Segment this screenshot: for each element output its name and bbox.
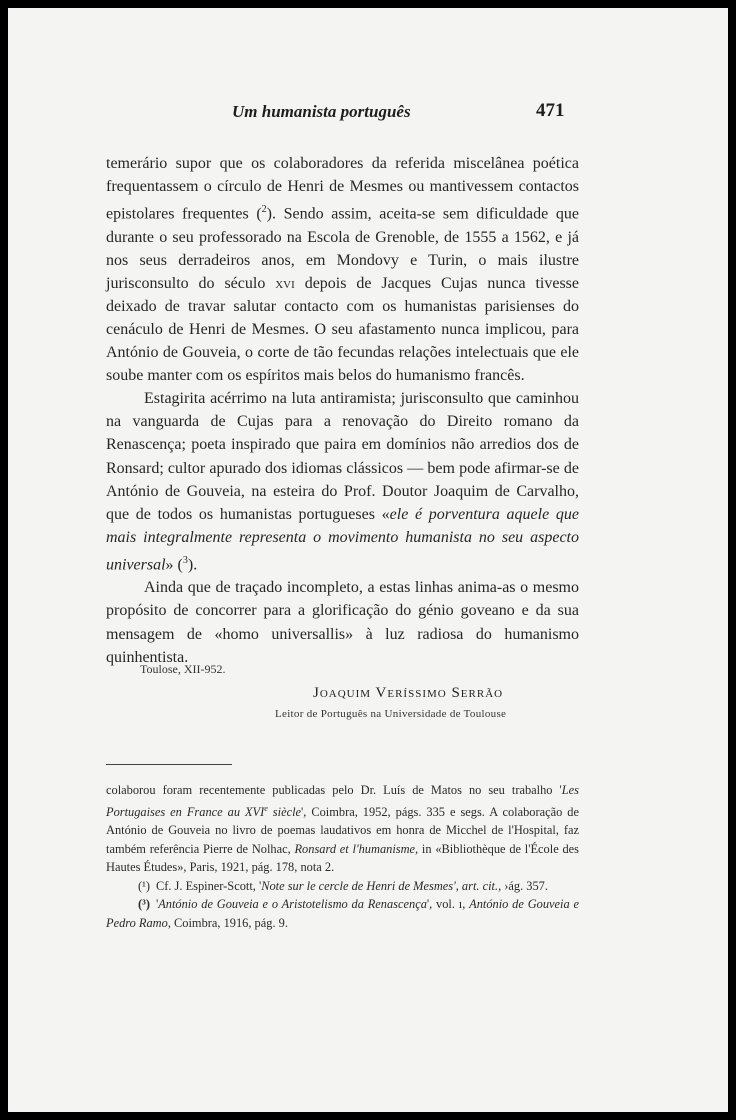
main-text [106, 152, 579, 669]
signature-role: Leitor de Português na Universidade de Toulouse [275, 708, 507, 720]
running-title: Um humanista português [232, 102, 411, 121]
page-header [8, 100, 728, 130]
paragraph-1: temerário supor que os colaboradores da referida miscelânea poética frequentassem o círculo de Henri de Mesmes ou mantivessem contactos epistolares frequentes ($^2$). Sendo assim, aceita-se sem dificuldade que durante o seu professorado na Escola de Grenoble, de 1555 a 1562, e já nos seus derradeiros anos, em Mondovy e Turin, o mais ilustre jurisconsulto do século xvi depois de Jacques Cujas nunca tivesse deixado de travar salutar contacto com os humanistas parisienses do cenáculo de Henri de Mesmes. O seu afastamento nunca implicou, para António de Gouveia, o corte de tão fecundas relações intelectuais que ele soube manter com os espíritos mais belos do humanismo francês. [106, 155, 579, 385]
paragraph-2: Estagirita acérrimo na luta antiramista; jurisconsulto que caminhou na vanguarda de Cujas para a renovação do Direito romano da Renascença; poeta inspirado que paira em domínios não arredios dos de Ronsard; cultor apurado dos idiomas clássicos — bem pode afirmar-se de António de Gouveia, na esteira do Prof. Doutor Joaquim de Carvalho, que de todos os humanistas portugueses «ele é porventura aquele que mais integralmente representa o movimento humanista no seu aspecto universal» ($^3$). [106, 390, 579, 574]
signature-name: Joaquim Veríssimo Serrão [313, 685, 504, 701]
book-page [8, 8, 728, 1112]
signature-date: Toulose, XII-952. [140, 662, 226, 676]
footnote-3: (³) 'António de Gouveia e o Aristotelismo da Renascença', vol. ı, António de Gouveia e Pedro Ramo, Coimbra, 1916, pág. 9. [106, 897, 579, 930]
footnote-continuation: colaborou foram recentemente publicadas pelo Dr. Luís de Matos no seu trabalho 'Les Portugaises en France au XVIe siècle', Coimbra, 1952, págs. 335 e segs. A colaboração de António de Gouveia no livro de poemas laudativos em honra de Micchel de l'Hospital, faz também referência Pierre de Nolhac, Ronsard et l'humanisme, in «Bibliothèque de l'École des Hautes Études», Paris, 1921, pág. 178, nota 2. [106, 783, 579, 875]
footnote-1: (¹) Cf. J. Espiner-Scott, 'Note sur le cercle de Henri de Mesmes', art. cit., ›ág. 357. [138, 878, 548, 893]
footnotes [106, 781, 579, 932]
page-number: 471 [536, 100, 565, 121]
paragraph-3: Ainda que de traçado incompleto, a estas linhas anima-as o mesmo propósito de concorrer para a glorificação do génio goveano e da sua mensagem de «homo universallis» à luz radiosa do humanismo quinhentista. [106, 579, 579, 666]
footnote-divider [106, 764, 232, 765]
